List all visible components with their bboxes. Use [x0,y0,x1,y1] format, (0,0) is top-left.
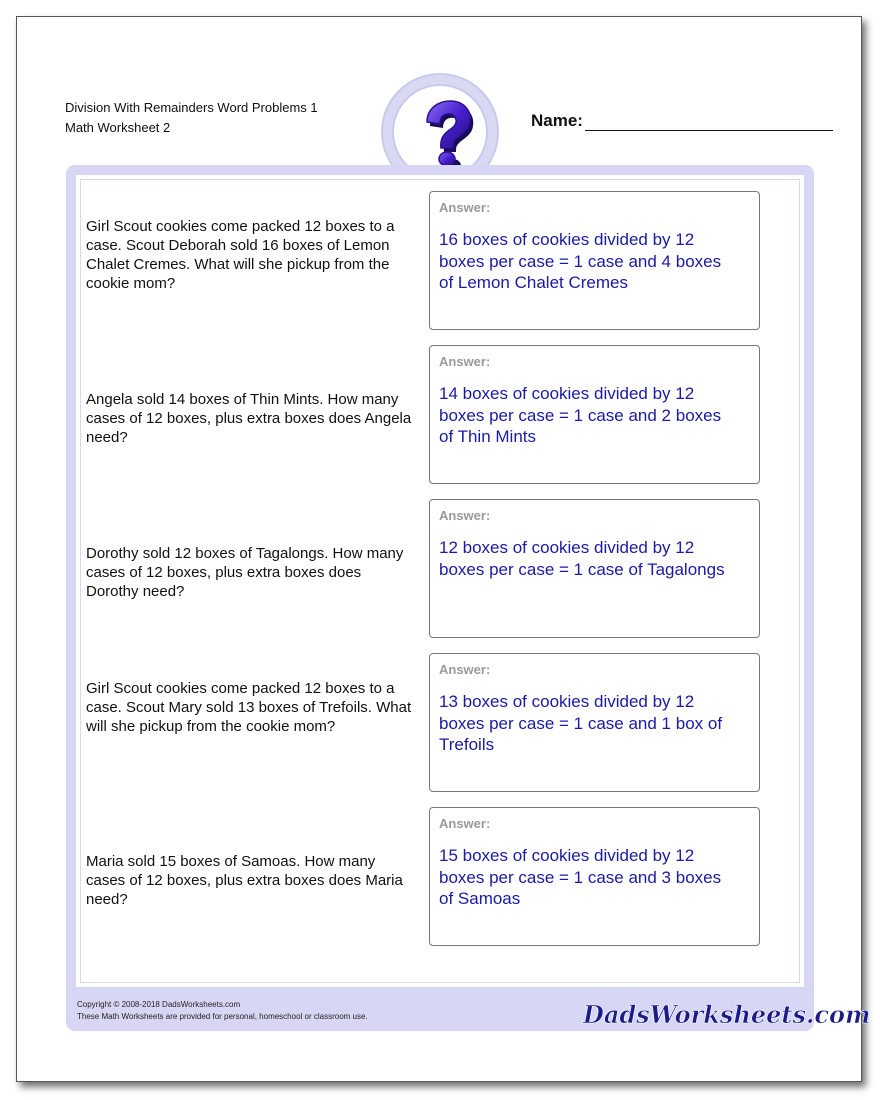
answer-text: 15 boxes of cookies divided by 12 boxes per case = 1 case and 3 boxes of Samoas [439,846,722,908]
answer-text: 14 boxes of cookies divided by 12 boxes per case = 1 case and 2 boxes of Thin Mints [439,384,722,446]
name-label: Name: [531,111,583,130]
answer-box[interactable] [429,345,760,484]
answer-box[interactable] [429,191,760,330]
logo-text: DadsWorksheets.com [583,1000,871,1029]
name-field[interactable] [531,111,833,131]
worksheet-title: Division With Remainders Word Problems 1 [65,100,318,115]
usage-notice: These Math Worksheets are provided for personal, homeschool or classroom use. [77,1012,368,1021]
dadsworksheets-logo [577,992,871,1034]
answer-text: 13 boxes of cookies divided by 12 boxes per case = 1 case and 1 box of Trefoils [439,692,723,754]
worksheet-page [16,16,871,1082]
answer-label: Answer: [439,200,491,215]
answer-label: Answer: [439,816,491,831]
answer-box[interactable] [429,653,760,792]
worksheet-subtitle: Math Worksheet 2 [65,120,171,135]
answer-box[interactable] [429,807,760,946]
answer-label: Answer: [439,508,491,523]
answer-label: Answer: [439,662,491,677]
answer-text: 16 boxes of cookies divided by 12 boxes per case = 1 case and 4 boxes of Lemon Chalet Cremes [439,230,722,292]
answer-text: 12 boxes of cookies divided by 12 boxes per case = 1 case of Tagalongs [439,538,725,579]
worksheet-title-block [65,98,318,138]
question-text: Girl Scout cookies come packed 12 boxes to a case. Scout Mary sold 13 boxes of Trefoils. What will she pickup from the cookie mom? [86,680,412,735]
question-text: Dorothy sold 12 boxes of Tagalongs. How many cases of 12 boxes, plus extra boxes does Dorothy need? [86,545,404,600]
question-text: Angela sold 14 boxes of Thin Mints. How many cases of 12 boxes, plus extra boxes does Angela need? [86,391,412,446]
question-text: Girl Scout cookies come packed 12 boxes to a case. Scout Deborah sold 16 boxes of Lemon Chalet Cremes. What will she pickup from the cookie mom? [86,218,395,292]
question-text: Maria sold 15 boxes of Samoas. How many cases of 12 boxes, plus extra boxes does Maria need? [86,853,403,908]
answer-label: Answer: [439,354,491,369]
copyright-notice [77,999,368,1023]
copyright-line: Copyright © 2008-2018 DadsWorksheets.com [77,1000,241,1009]
answer-box[interactable] [429,499,760,638]
name-line[interactable] [585,113,833,131]
